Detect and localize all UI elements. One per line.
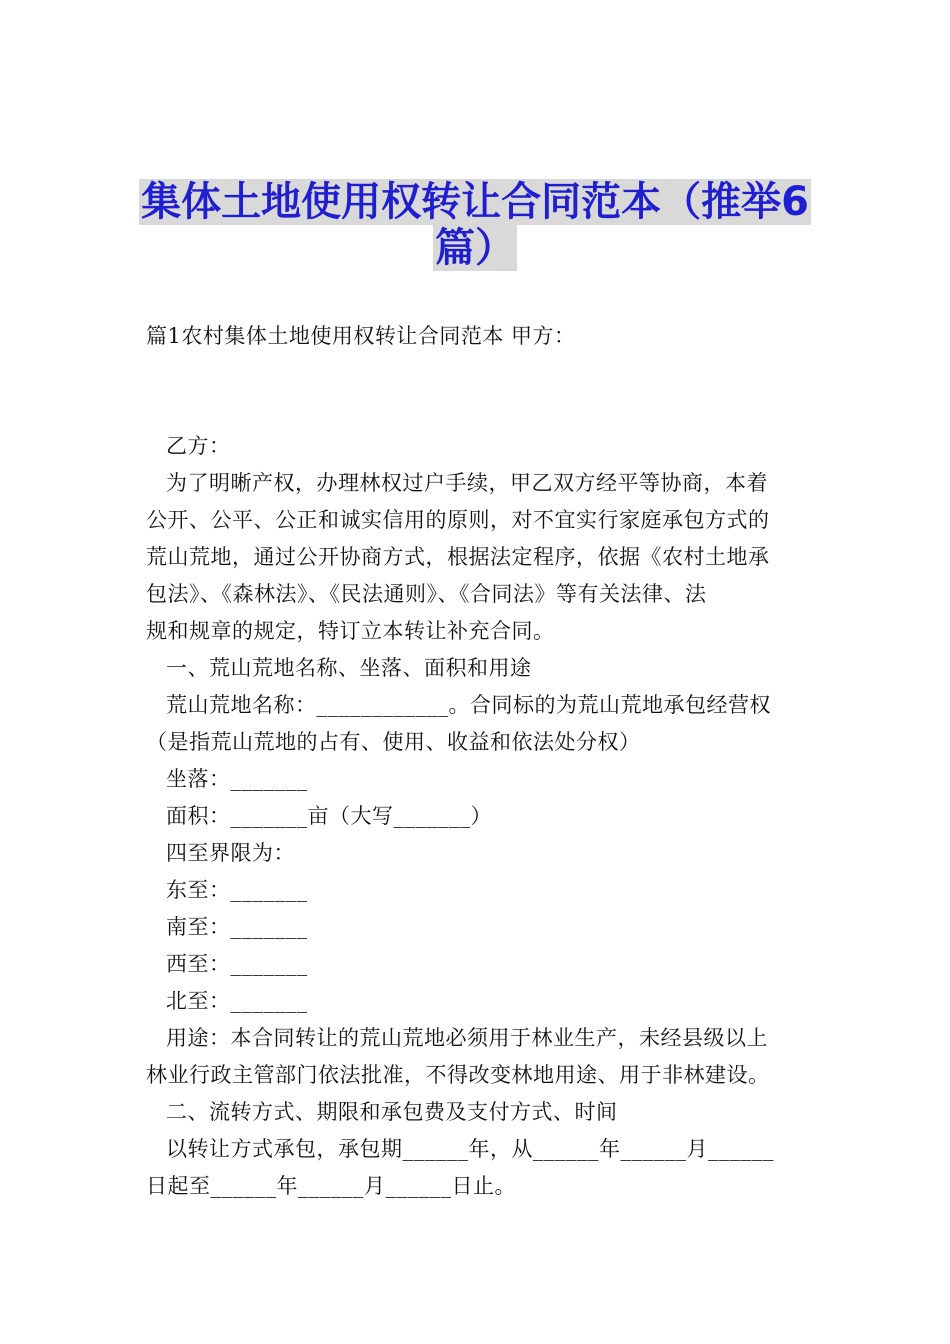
paragraph-line: 规和规章的规定，特订立本转让补充合同。: [146, 619, 555, 643]
paragraph-line: 以转让方式承包，承包期______年，从______年______月______: [166, 1137, 774, 1161]
field-south: 南至：_______: [166, 915, 308, 939]
field-east: 东至：_______: [166, 878, 308, 902]
paragraph-line: 荒山荒地，通过公开协商方式，根据法定程序，依据《农村土地承: [146, 545, 770, 569]
title-text-1: 集体土地使用权转让合同范本（推举6: [141, 179, 809, 225]
document-title-line-2: [0, 224, 950, 272]
field-north: 北至：_______: [166, 989, 308, 1013]
section-heading-1: 一、荒山荒地名称、坐落、面积和用途: [166, 656, 532, 680]
party-b-label: 乙方：: [166, 434, 231, 458]
section-heading-2: 二、流转方式、期限和承包费及支付方式、时间: [166, 1100, 618, 1124]
title-text-2: 篇）: [435, 225, 515, 271]
paragraph-line: 日起至______年______月______日止。: [146, 1174, 516, 1198]
field-location: 坐落：_______: [166, 767, 308, 791]
paragraph-line: 林业行政主管部门依法批准，不得改变林地用途、用于非林建设。: [146, 1063, 770, 1087]
field-area: 面积：_______亩（大写_______）: [166, 804, 492, 828]
document-title-line-1: [0, 178, 950, 226]
boundary-heading: 四至界限为：: [166, 841, 295, 865]
section-heading-parties: 篇1农村集体土地使用权转让合同范本 甲方：: [146, 324, 576, 348]
paragraph-line: 用途：本合同转让的荒山荒地必须用于林业生产，未经县级以上: [166, 1026, 768, 1050]
paragraph-line: 包法》、《森林法》、《民法通则》、《合同法》等有关法律、法: [146, 582, 707, 606]
paragraph-line: （是指荒山荒地的占有、使用、收益和依法处分权）: [146, 730, 641, 754]
paragraph-line: 公开、公平、公正和诚实信用的原则，对不宜实行家庭承包方式的: [146, 508, 770, 532]
paragraph-line: 为了明晰产权，办理林权过户手续，甲乙双方经平等协商，本着: [166, 471, 768, 495]
paragraph-line: 荒山荒地名称：____________。合同标的为荒山荒地承包经营权: [166, 693, 771, 717]
field-west: 西至：_______: [166, 952, 308, 976]
